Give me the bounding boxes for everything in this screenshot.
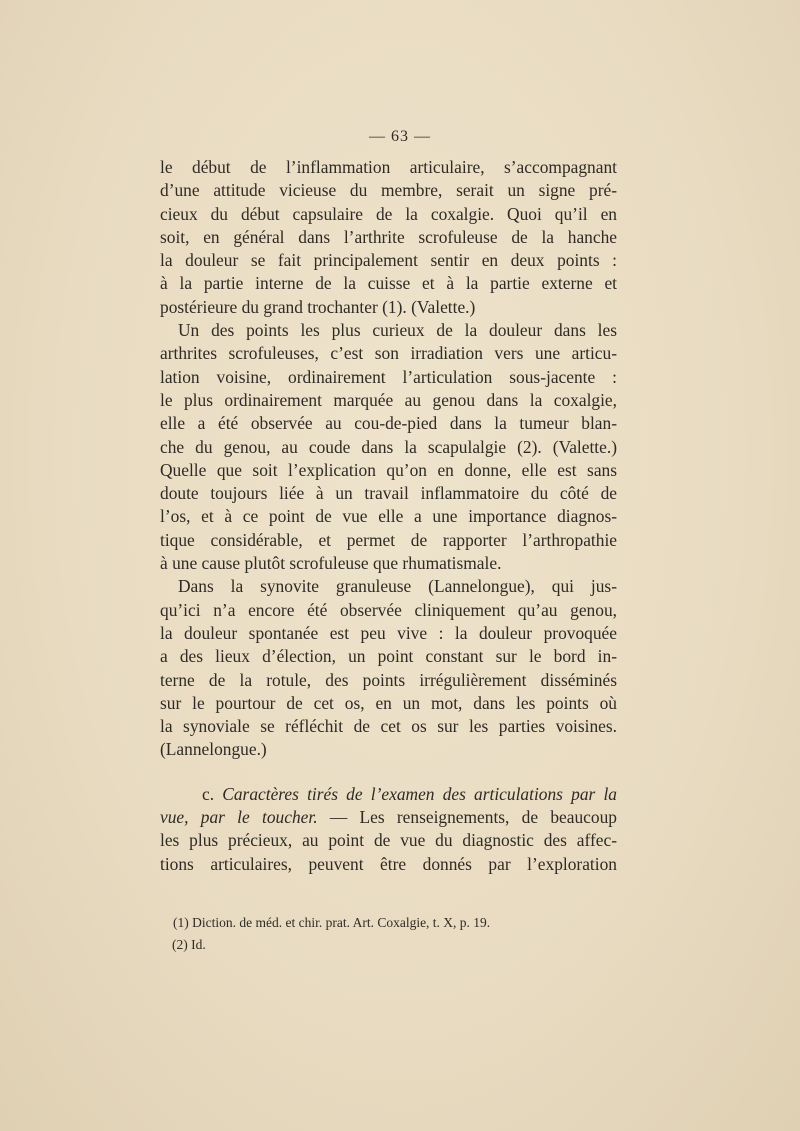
footnotes: [173, 912, 623, 956]
text-line: à une cause plutôt scrofuleuse que rhumatismale.: [160, 553, 502, 574]
text-line: tique considérable, et permet de rapporter l’arthropathie: [160, 529, 617, 550]
section-heading: [160, 783, 617, 806]
text-line: qu’ici n’a encore été observée cliniquement qu’au genou,: [160, 599, 617, 620]
text-line: soit, en général dans l’arthrite scrofuleuse de la hanche: [160, 226, 617, 247]
section-title: Caractères tirés de l’examen des articulations par la: [222, 783, 617, 804]
footnote-2: (2) Id.: [172, 937, 206, 952]
text-line: la douleur se fait principalement sentir en deux points :: [160, 250, 617, 271]
text-line: à la partie interne de la cuisse et à la partie externe et: [160, 273, 617, 294]
page-number: — 63 —: [369, 128, 431, 145]
body-text: [160, 156, 617, 876]
text-line: che du genou, au coude dans la scapulalgie (2). (Valette.): [160, 436, 617, 457]
text-line: Dans la synovite granuleuse (Lannelongue), qui jus-: [178, 576, 617, 597]
text-line: terne de la rotule, des points irrégulièrement disséminés: [160, 669, 617, 690]
text-line: sur le pourtour de cet os, en un mot, dans les points où: [160, 692, 617, 713]
text-line: le plus ordinairement marquée au genou dans la coxalgie,: [160, 389, 617, 410]
text-line: lation voisine, ordinairement l’articulation sous-jacente :: [160, 366, 617, 387]
text-line: a des lieux d’élection, un point constant sur le bord in-: [160, 646, 617, 667]
text-line: Quelle que soit l’explication qu’on en donne, elle est sans: [160, 459, 617, 480]
text-line: tions articulaires, peuvent être donnés par l’exploration: [160, 853, 617, 874]
text-line: arthrites scrofuleuses, c’est son irradiation vers une articu-: [160, 343, 617, 364]
section-title-cont: vue, par le toucher.: [160, 807, 318, 828]
text-line: cieux du début capsulaire de la coxalgie. Quoi qu’il en: [160, 203, 617, 224]
text-line: (Lannelongue.): [160, 739, 267, 760]
text-line: [160, 806, 617, 829]
text-line: la douleur spontanée est peu vive : la douleur provoquée: [160, 622, 617, 643]
text-line: d’une attitude vicieuse du membre, serait un signe pré-: [160, 180, 617, 201]
section-text: — Les renseignements, de beaucoup: [329, 807, 617, 828]
section-letter: c.: [202, 783, 215, 804]
footnote-1: (1) Diction. de méd. et chir. prat. Art. Coxalgie, t. X, p. 19.: [173, 915, 491, 930]
text-line: postérieure du grand trochanter (1). (Valette.): [160, 296, 476, 317]
text-line: les plus précieux, au point de vue du diagnostic des affec-: [160, 830, 617, 851]
text-line: Un des points les plus curieux de la douleur dans les: [178, 320, 617, 341]
text-line: doute toujours liée à un travail inflammatoire du côté de: [160, 483, 617, 504]
text-line: la synoviale se réfléchit de cet os sur les parties voisines.: [160, 716, 617, 737]
text-line: le début de l’inflammation articulaire, s’accompagnant: [160, 157, 617, 177]
text-line: l’os, et à ce point de vue elle a une importance diagnos-: [160, 506, 617, 527]
text-line: elle a été observée au cou-de-pied dans la tumeur blan-: [160, 413, 617, 434]
